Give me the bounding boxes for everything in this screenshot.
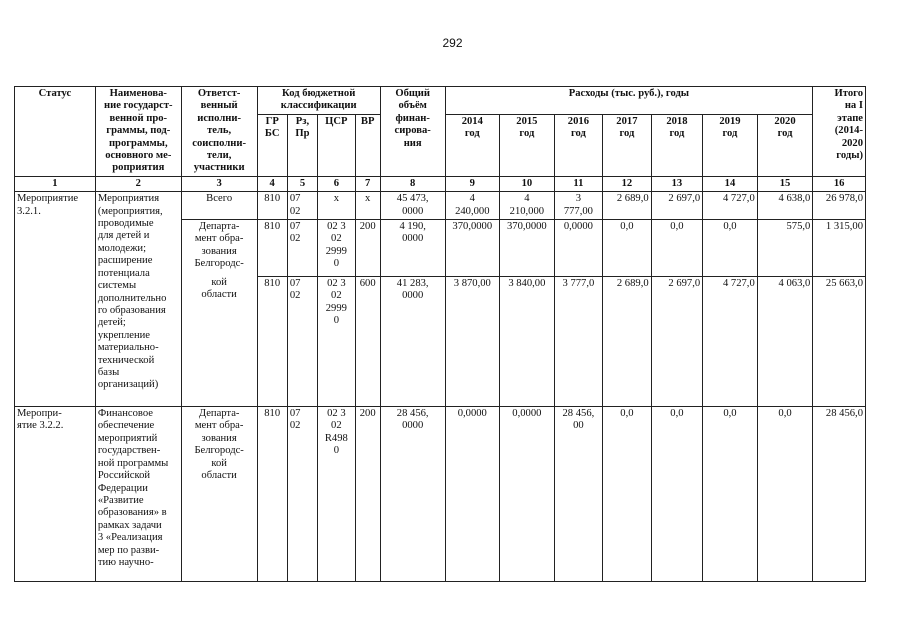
cell-2018: 0,0 (651, 407, 703, 582)
col-num: 13 (651, 176, 703, 191)
header-grbs: ГР БС (257, 114, 287, 176)
col-num: 11 (554, 176, 603, 191)
cell-2014: 4 240,000 (445, 192, 500, 220)
row1-status: Мероприятие 3.2.1. (15, 192, 96, 407)
cell-2017: 0,0 (603, 407, 652, 582)
cell-2020: 575,0 (757, 220, 813, 277)
cell-2019: 0,0 (703, 407, 758, 582)
cell-total: 41 283, 0000 (380, 277, 445, 407)
cell-2016: 0,0000 (554, 220, 603, 277)
cell-grbs: 810 (257, 220, 287, 277)
col-num: 6 (318, 176, 355, 191)
budget-table (14, 86, 866, 582)
header-year-2018: 2018 год (651, 114, 703, 176)
cell-2018: 2 697,0 (651, 192, 703, 220)
cell-csr: 02 3 02 2999 0 (318, 220, 355, 277)
cell-rzpr: 07 02 (287, 192, 317, 220)
col-num: 16 (813, 176, 866, 191)
header-csr: ЦСР (318, 114, 355, 176)
header-budget-code: Код бюджетной классификации (257, 87, 380, 115)
row2-status: Меропри- ятие 3.2.2. (15, 407, 96, 582)
row1-name: Мероприятия (мероприятия, проводимые для детей и молодежи; расширение потенциала системы дополнительно го образования детей; укрепление материально- технической базы организаций) (95, 192, 181, 407)
cell-2017: 2 689,0 (603, 277, 652, 407)
col-num: 12 (603, 176, 652, 191)
row1-responsible-dept: Департа- мент обра- зования Белгородс- (181, 220, 257, 277)
col-num: 5 (287, 176, 317, 191)
col-num: 10 (500, 176, 555, 191)
header-year-2016: 2016 год (554, 114, 603, 176)
cell-2017: 0,0 (603, 220, 652, 277)
cell-itogo: 26 978,0 (813, 192, 866, 220)
cell-itogo: 25 663,0 (813, 277, 866, 407)
cell-2018: 2 697,0 (651, 277, 703, 407)
table-row (15, 407, 866, 582)
cell-2016: 3 777,00 (554, 192, 603, 220)
cell-2014: 0,0000 (445, 407, 500, 582)
cell-vr: 200 (355, 220, 380, 277)
cell-grbs: 810 (257, 277, 287, 407)
header-expenses: Расходы (тыс. руб.), годы (445, 87, 813, 115)
header-itogo: Итого на I этапе (2014- 2020 годы) (813, 87, 866, 177)
col-num: 3 (181, 176, 257, 191)
cell-vr: 600 (355, 277, 380, 407)
header-year-2017: 2017 год (603, 114, 652, 176)
cell-2015: 370,0000 (500, 220, 555, 277)
cell-2019: 0,0 (703, 220, 758, 277)
cell-2014: 370,0000 (445, 220, 500, 277)
cell-2016: 3 777,0 (554, 277, 603, 407)
header-year-2020: 2020 год (757, 114, 813, 176)
header-row-1 (15, 87, 866, 115)
cell-csr: 02 3 02 R498 0 (318, 407, 355, 582)
cell-2014: 3 870,00 (445, 277, 500, 407)
row1-responsible-dept-cont: кой области (181, 277, 257, 407)
cell-2019: 4 727,0 (703, 192, 758, 220)
col-num: 15 (757, 176, 813, 191)
cell-grbs: 810 (257, 192, 287, 220)
col-num: 1 (15, 176, 96, 191)
cell-2016: 28 456, 00 (554, 407, 603, 582)
row1-responsible-total: Всего (181, 192, 257, 220)
header-total-volume: Общий объём финан- сирова- ния (380, 87, 445, 177)
row2-responsible: Департа- мент обра- зования Белгородс- кой области (181, 407, 257, 582)
cell-grbs: 810 (257, 407, 287, 582)
cell-2015: 0,0000 (500, 407, 555, 582)
cell-2017: 2 689,0 (603, 192, 652, 220)
header-rzpr: Рз, Пр (287, 114, 317, 176)
row2-name: Финансовое обеспечение мероприятий государствен- ной программы Российской Федерации «Развитие образования» в рамках задачи 3 «Реализация мер по разви- тию научно- (95, 407, 181, 582)
header-vr: ВР (355, 114, 380, 176)
col-num: 7 (355, 176, 380, 191)
cell-itogo: 28 456,0 (813, 407, 866, 582)
cell-2020: 4 063,0 (757, 277, 813, 407)
col-num: 9 (445, 176, 500, 191)
header-year-2014: 2014 год (445, 114, 500, 176)
cell-2019: 4 727,0 (703, 277, 758, 407)
table-row (15, 192, 866, 220)
col-num: 4 (257, 176, 287, 191)
cell-2020: 0,0 (757, 407, 813, 582)
header-name: Наименова- ние государст- венной про- граммы, под- программы, основного ме- роприятия (95, 87, 181, 177)
header-year-2015: 2015 год (500, 114, 555, 176)
cell-rzpr: 07 02 (287, 407, 317, 582)
col-num: 14 (703, 176, 758, 191)
cell-2018: 0,0 (651, 220, 703, 277)
cell-total: 45 473, 0000 (380, 192, 445, 220)
header-year-2019: 2019 год (703, 114, 758, 176)
header-status: Статус (15, 87, 96, 177)
column-number-row (15, 176, 866, 191)
cell-2015: 4 210,000 (500, 192, 555, 220)
cell-itogo: 1 315,00 (813, 220, 866, 277)
cell-2020: 4 638,0 (757, 192, 813, 220)
cell-csr: x (318, 192, 355, 220)
cell-total: 28 456, 0000 (380, 407, 445, 582)
col-num: 8 (380, 176, 445, 191)
cell-rzpr: 07 02 (287, 277, 317, 407)
header-responsible: Ответст- венный исполни- тель, соисполни- тели, участники (181, 87, 257, 177)
cell-csr: 02 3 02 2999 0 (318, 277, 355, 407)
col-num: 2 (95, 176, 181, 191)
page-number: 292 (442, 36, 463, 50)
cell-2015: 3 840,00 (500, 277, 555, 407)
cell-rzpr: 07 02 (287, 220, 317, 277)
cell-vr: x (355, 192, 380, 220)
cell-total: 4 190, 0000 (380, 220, 445, 277)
cell-vr: 200 (355, 407, 380, 582)
